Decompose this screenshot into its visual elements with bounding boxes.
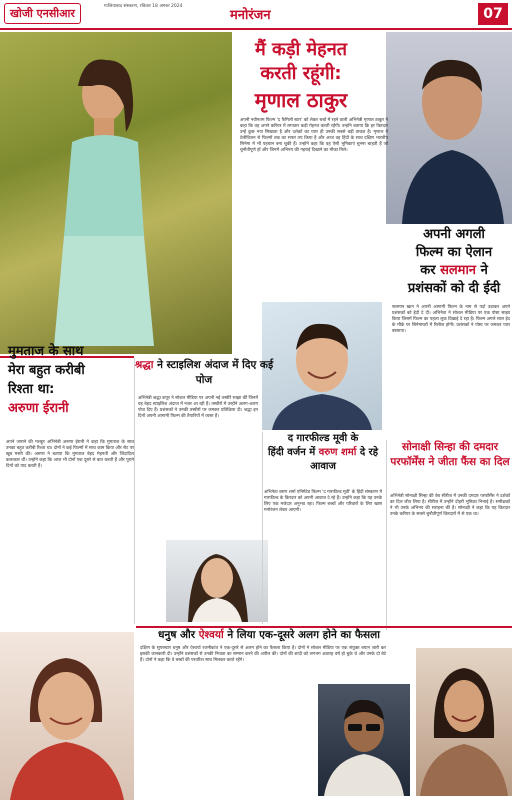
column-divider — [262, 432, 263, 624]
varun-article-text: अभिनेता वरुण शर्मा एनिमेटेड फिल्म 'द गारफील्ड मूवी' के हिंदी संस्करण में गारफील्ड के किरदार को अपनी आवाज दे रहे हैं। उन्होंने कहा कि यह उनके लिए एक मजेदार अनुभव रहा। फिल्म बच्चों और परिवारों के लिए खास मनोरंजन लेकर आएगी। — [264, 490, 382, 513]
elderly-woman-icon — [0, 632, 134, 800]
lead-headline-line1: मैं कड़ी मेहनत — [255, 39, 347, 60]
dhanush-article-text: दक्षिण के सुपरस्टार धनुष और ऐश्वर्या रजनीकांत ने एक-दूसरे से अलग होने का फैसला किया है। दोनों ने सोशल मीडिया पर एक संयुक्त बयान जारी कर इसकी जानकारी दी। उन्होंने प्रशंसकों से उनकी निजता का सम्मान करने की अपील की। दोनों की शादी को लगभग अठारह वर्ष हो चुके थे और उनके दो बेटे हैं। दोनों ने कहा कि वे बच्चों की परवरिश साथ मिलकर करते रहेंगे। — [140, 646, 386, 663]
edition-date: गाजियाबाद संस्करण, रविवार 18 अगस्त 2024 — [104, 4, 183, 9]
varun-headline-part2: हिंदी वर्जन में — [267, 447, 316, 458]
dhanush-headline-part2: ने लिया एक-दूसरे अलग होने का फैसला — [227, 629, 380, 641]
dhanush-photo — [318, 684, 410, 796]
salman-headline — [396, 226, 512, 298]
varun-headline-part1: द गारफील्ड मूवी के — [287, 433, 359, 444]
mumtaz-headline-line2: मेरा बहुत करीबी — [8, 363, 85, 378]
mumtaz-headline-line1: मुमताज के साथ — [8, 344, 84, 359]
column-divider — [386, 440, 387, 630]
lead-headline-line3: मृणाल ठाकुर — [254, 88, 348, 112]
woman-portrait-icon — [166, 540, 268, 622]
lead-headline — [206, 38, 396, 114]
man-smiling-icon — [262, 302, 382, 430]
sonakshi-article-text: अभिनेत्री सोनाक्षी सिन्हा की वेब सीरीज में उनकी दमदार परफॉर्मेंस ने दर्शकों का दिल जीत लिया है। सीरीज में उन्होंने दोहरी भूमिका निभाई है। समीक्षकों ने भी उनके अभिनय की सराहना की है। सोनाक्षी ने कहा कि यह किरदार उनके करियर के सबसे चुनौतीपूर्ण किरदारों में से एक था। — [390, 494, 510, 517]
salman-headline-part3: कर — [420, 263, 436, 278]
salman-headline-part4: ने — [480, 263, 488, 278]
salman-article-text: सलमान खान ने अपनी आगामी फिल्म के नाम से पर्दा उठाकर अपने प्रशंसकों को ईदी दे दी। अभिनेता ने सोशल मीडिया पर एक पोस्ट साझा किया जिसमें फिल्म का पहला लुक दिखाई दे रहा है। फिल्म अगले साल ईद के मौके पर सिनेमाघरों में रिलीज होगी। प्रशंसकों ने पोस्ट पर जमकर प्यार बरसाया। — [392, 305, 510, 334]
aruna-photo — [0, 632, 134, 800]
dhanush-headline-part1: धनुष और — [158, 629, 196, 641]
varun-headline — [264, 432, 382, 474]
shraddha-headline — [134, 358, 274, 388]
masthead — [0, 0, 512, 30]
sonakshi-headline: सोनाक्षी सिन्हा की दमदार परफॉर्मेंस ने जीता फैंस का दिल — [390, 441, 510, 468]
salman-headline-name: सलमान — [440, 263, 477, 278]
varun-headline-name: वरुण शर्मा — [318, 447, 357, 458]
newspaper-logo: खोजी एनसीआर — [4, 3, 81, 24]
shraddha-headline-rest: ने स्टाइलिश अंदाज में दिए कई पोज — [157, 359, 274, 386]
salman-headline-part1: अपनी अगली — [423, 227, 485, 242]
dhanush-headline — [138, 628, 400, 642]
woman-figure-icon — [44, 46, 164, 346]
man-portrait-icon — [386, 32, 512, 224]
lead-article-text: अपनी नवीनतम फिल्म 'द फैमिली स्टार' को लेकर चर्चा में रहने वाली अभिनेत्री मृणाल ठाकुर ने कहा कि वह अपने करियर में लगातार कड़ी मेहनत करती रहेंगी। उन्होंने बताया कि हर किरदार उन्हें कुछ नया सिखाता है और दर्शकों का प्यार ही उनकी सबसे बड़ी ताकत है। मृणाल ने टेलीविजन से फिल्मों तक का सफर तय किया है और आज वह हिंदी के साथ दक्षिण भारतीय सिनेमा में भी पहचान बना चुकी हैं। उन्होंने कहा कि वह ऐसी भूमिकाएं चुनना चाहती हैं जो चुनौतीपूर्ण हों और जिनमें अभिनय की गहराई दिखाने का मौका मिले। — [240, 118, 388, 153]
mumtaz-headline-line3: रिश्ता था: — [8, 382, 55, 397]
shraddha-photo — [166, 540, 268, 622]
shraddha-article-text: अभिनेत्री श्रद्धा कपूर ने सोशल मीडिया पर अपनी नई तस्वीरें साझा कीं जिनमें वह बेहद स्टाइलिश अंदाज में नजर आ रही हैं। तस्वीरों में उन्होंने अलग-अलग पोज दिए हैं। प्रशंसकों ने उनकी तस्वीरों पर जमकर प्रतिक्रिया दी। श्रद्धा इन दिनों अपनी आगामी फिल्म की तैयारियों में व्यस्त हैं। — [138, 396, 258, 419]
salman-headline-part2: फिल्म का ऐलान — [415, 245, 493, 260]
dhanush-headline-name: ऐश्वर्या — [198, 629, 224, 641]
woman-smiling-icon — [416, 648, 512, 796]
shraddha-headline-name: श्रद्धा — [134, 359, 154, 371]
man-sunglasses-icon — [318, 684, 410, 796]
aishwarya-photo — [416, 648, 512, 796]
varun-photo — [262, 302, 382, 430]
page-number: 07 — [478, 3, 508, 25]
varun-headline-part3: दे रहे आवाज — [310, 447, 379, 472]
mrunal-photo — [0, 32, 232, 354]
column-divider — [134, 358, 135, 624]
mumtaz-headline-name: अरुणा ईरानी — [8, 401, 69, 416]
mumtaz-article-text: अपने जमाने की मशहूर अभिनेत्री अरुणा ईरानी ने कहा कि मुमताज के साथ उनका बहुत करीबी रिश्ता था। दोनों ने कई फिल्मों में साथ काम किया और सेट पर खूब मस्ती की। अरुणा ने बताया कि मुमताज बेहद मेहनती और जिंदादिल कलाकार थीं। उन्होंने कहा कि आज भी दोनों एक दूसरे से बात करती हैं और पुराने दिनों को याद करती हैं। — [6, 440, 134, 469]
lead-headline-line2: करती रहूंगी: — [260, 63, 342, 84]
salman-photo — [386, 32, 512, 224]
salman-headline-part5: प्रशंसकों को दी ईदी — [407, 281, 501, 296]
section-title: मनोरंजन — [230, 8, 271, 23]
mumtaz-headline — [8, 342, 124, 418]
